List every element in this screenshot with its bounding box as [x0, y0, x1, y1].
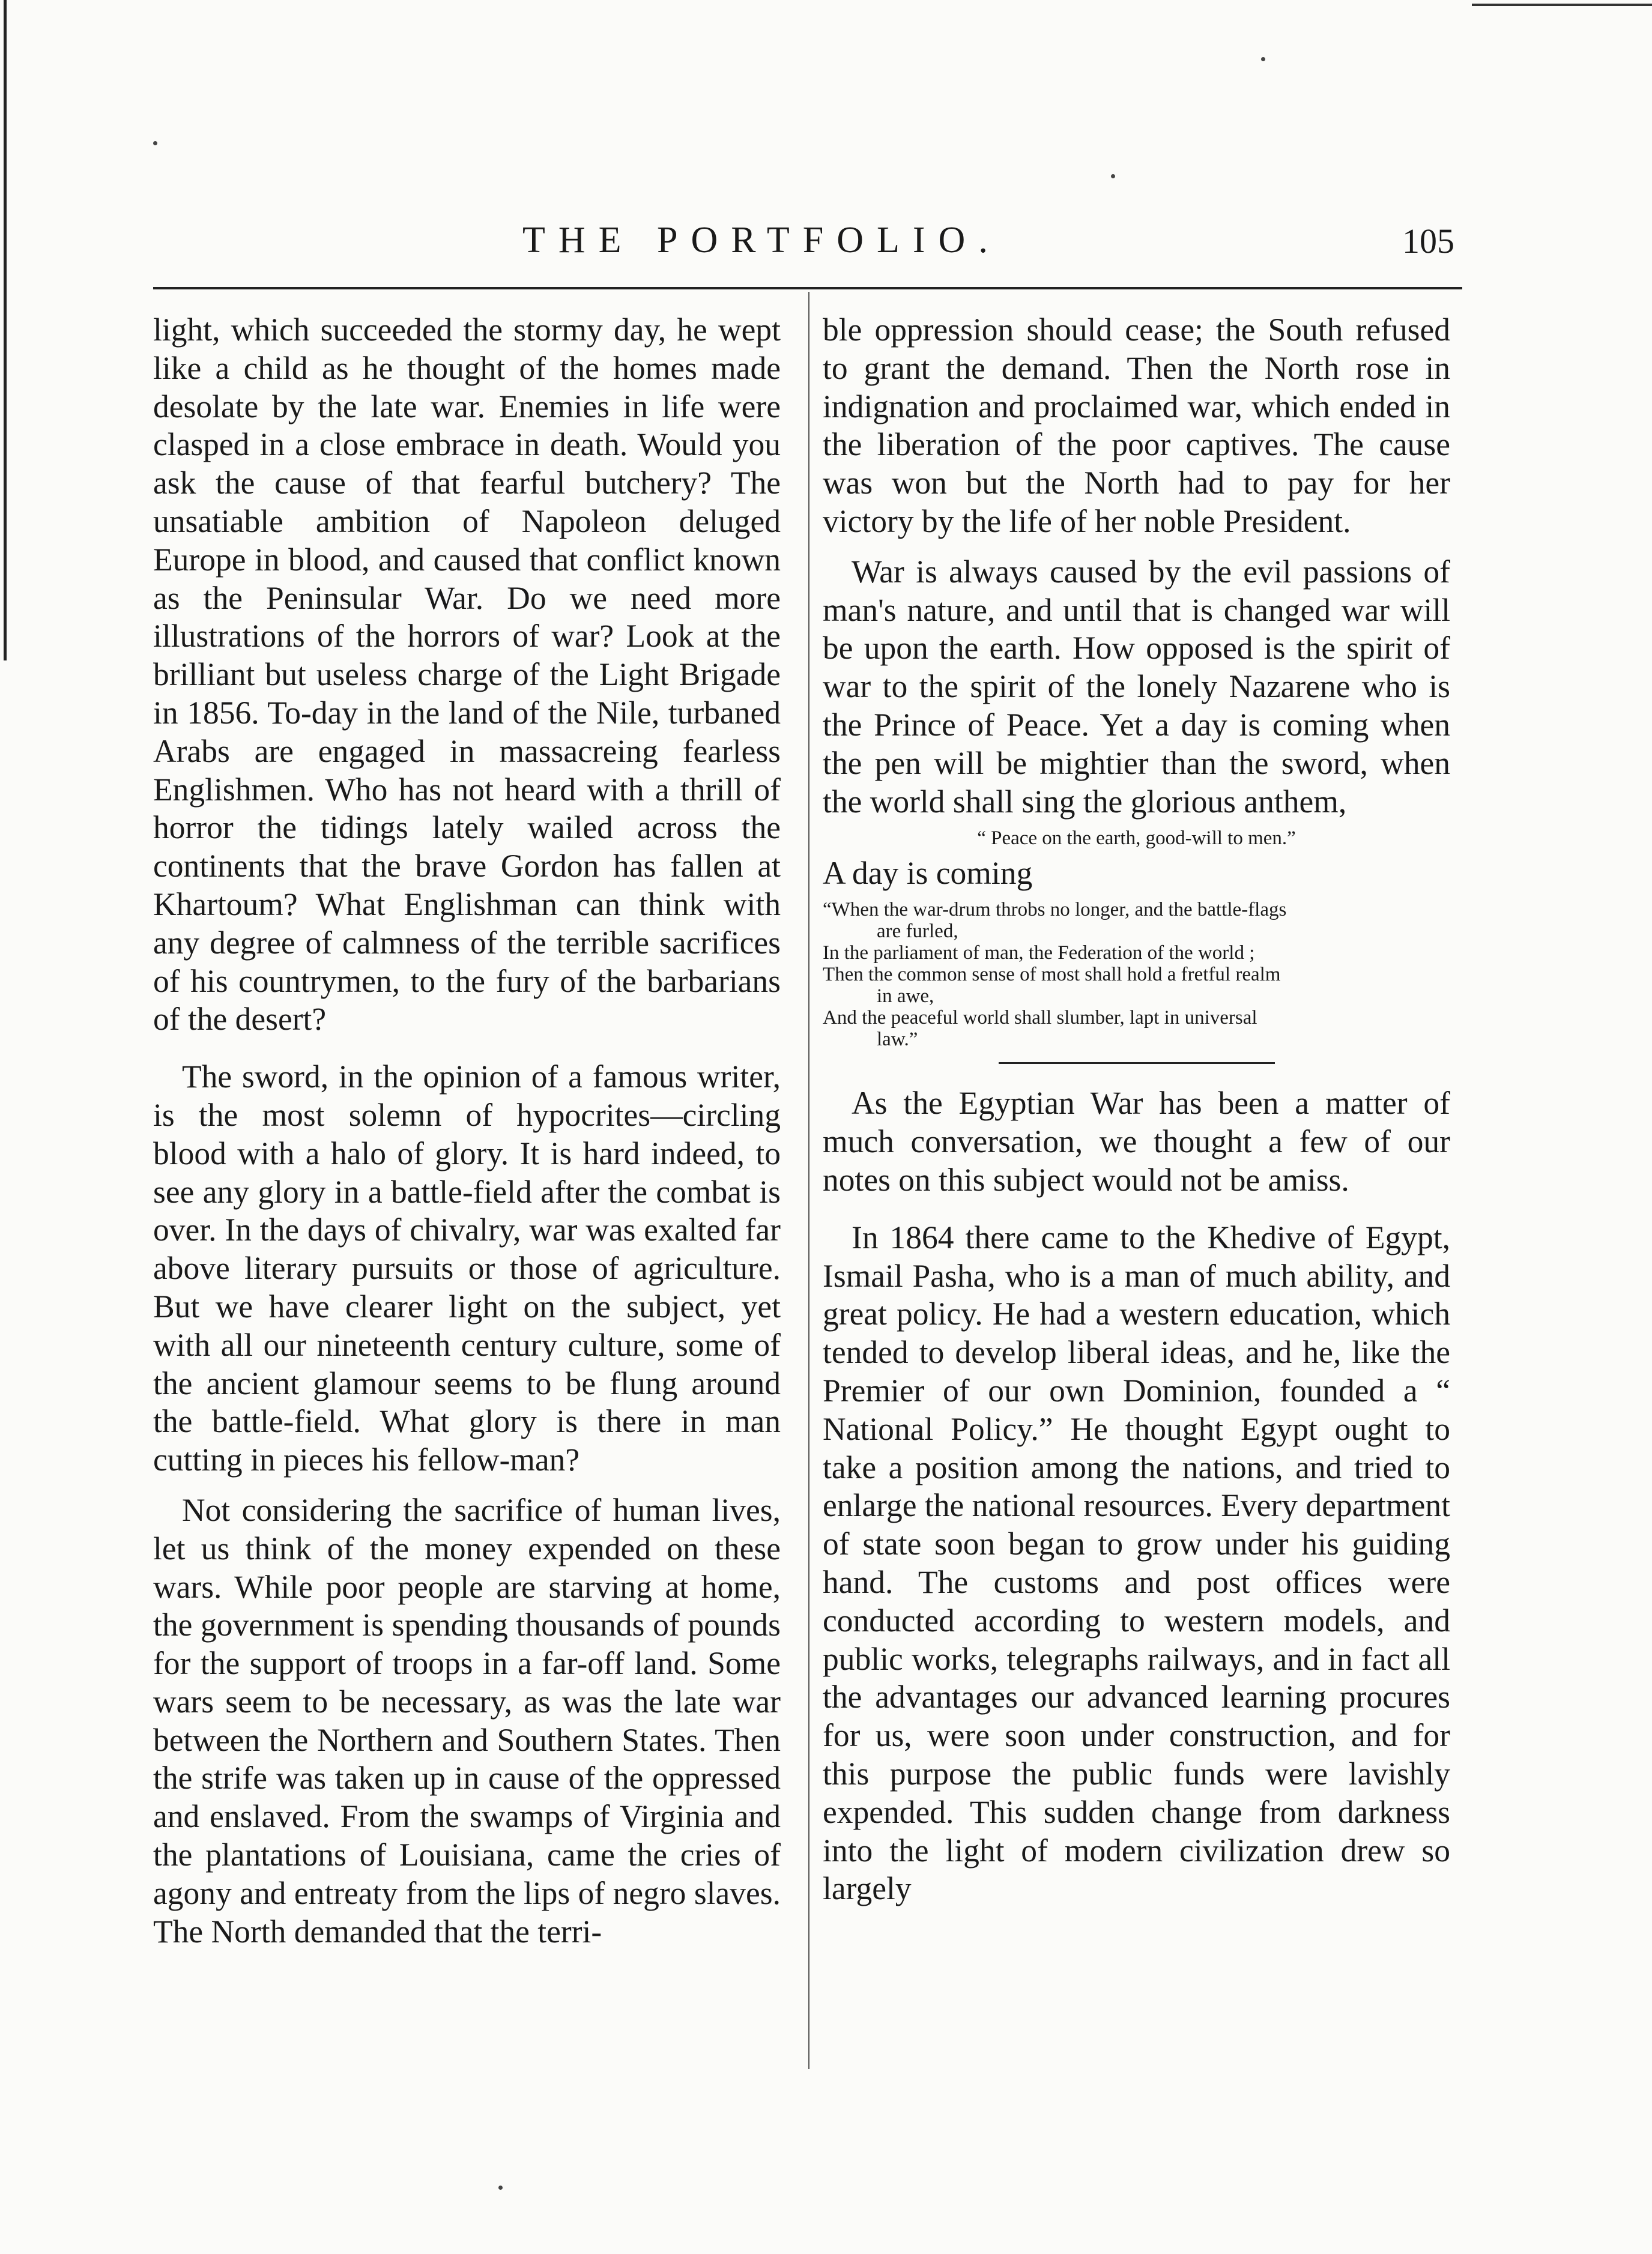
- egypt-intro-paragraph: As the Egyptian War has been a matter of much conversation, we thought a few of our notes on this subject would not be amiss.: [823, 1085, 1450, 1198]
- poem-line: And the peaceful world shall slumber, lapt in universal: [823, 1007, 1257, 1029]
- right-continuation-paragraph: ble oppression should cease; the South refused to grant the demand. Then the North rose in indignation and proclaimed war, which ended in the liberation of the poor captives. The cause was won but the North had to pay for her victory by the life of her noble President.: [823, 312, 1450, 539]
- poem-line: In the parliament of man, the Federation of the world ;: [823, 942, 1255, 964]
- poem-line: “When the war-drum throbs no longer, and the battle-flags: [823, 899, 1287, 921]
- poem-line: are furled,: [877, 920, 958, 943]
- poem-line: law.”: [877, 1029, 918, 1051]
- poem-line: Then the common sense of most shall hold a fretful realm: [823, 964, 1281, 986]
- section-divider: [999, 1062, 1275, 1064]
- left-column: [153, 311, 781, 1951]
- page-title: THE PORTFOLIO.: [522, 220, 1001, 261]
- scan-edge-top: [1472, 4, 1652, 6]
- scan-speck: [1261, 57, 1265, 61]
- scan-speck: [498, 2186, 503, 2190]
- poem-line: in awe,: [877, 985, 934, 1008]
- left-paragraph-1: light, which succeeded the stormy day, he wept like a child as he thought of the homes made desolate by the late war. Enemies in life were clasped in a close embrace in death. Would you ask the cause of that fearful butchery? The unsatiable ambition of Napoleon deluged Europe in blood, and caused that conflict known as the Peninsular War. Do we need more illustrations of the horrors of war? Look at the brilliant but useless charge of the Light Brigade in 1856. To-day in the land of the Nile, turbaned Arabs are engaged in massacreing fearless Englishmen. Who has not heard with a thrill of horror the tidings lately wailed across the continents that the brave Gordon has fallen at Khartoum? What Englishman can think with any degree of calmness of the terrible sacrifices of his countrymen, to the fury of the barbarians of the desert?: [153, 312, 781, 1038]
- right-column: [823, 311, 1450, 1908]
- left-paragraph-2: The sword, in the opinion of a famous writer, is the most solemn of hypocrites—circling blood with a halo of glory. It is hard indeed, to see any glory in a battle-field after the combat is over. In the days of chivalry, war was exalted far above literary pursuits or those of agriculture. But we have clearer light on the subject, yet with all our nineteenth century culture, some of the ancient glamour seems to be flung around the battle-field. What glory is there in man cutting in pieces his fellow-man?: [153, 1059, 781, 1478]
- poem-quote: [823, 899, 1450, 1050]
- day-coming-line: A day is coming: [823, 855, 1033, 892]
- left-paragraph-3: Not considering the sacrifice of human lives, let us think of the money expended on these wars. While poor people are starving at home, the government is spending thousands of pounds for the support of troops in a far-off land. Some wars seem to be necessary, as was the late war between the Northern and Southern States. Then the strife was taken up in cause of the oppressed and enslaved. From the swamps of Virginia and the plantations of Louisiana, came the cries of agony and entreaty from the lips of negro slaves. The North demanded that the terri-: [153, 1491, 781, 1950]
- column-divider: [808, 292, 809, 2069]
- page-number: 105: [1402, 222, 1454, 261]
- scan-speck: [153, 141, 157, 145]
- egypt-paragraph: In 1864 there came to the Khedive of Egypt, Ismail Pasha, who is a man of much ability, and great policy. He had a western education, which tended to develop liberal ideas, and he, like the Premier of our own Dominion, founded a “ National Policy.” He thought Egypt ought to take a position among the nations, and tried to enlarge the national resources. Every department of state soon began to grow under his guiding hand. The customs and post offices were conducted according to western models, and public works, telegraphs railways, and in fact all the advantages our advanced learning procures for us, were soon under construction, and for this purpose the public funds were lavishly expended. This sudden change from darkness into the light of modern civilization drew so largely: [823, 1219, 1450, 1907]
- scan-speck: [1111, 174, 1115, 178]
- war-paragraph: War is always caused by the evil passions of man's nature, and until that is changed war will be upon the earth. How opposed is the spirit of war to the spirit of the lonely Nazarene who is the Prince of Peace. Yet a day is coming when the pen will be mightier than the sword, when the world shall sing the glorious anthem,: [823, 553, 1450, 820]
- header-rule: [153, 287, 1462, 289]
- peace-quote: “ Peace on the earth, good-will to men.”: [977, 827, 1296, 850]
- scan-edge-left: [4, 0, 7, 660]
